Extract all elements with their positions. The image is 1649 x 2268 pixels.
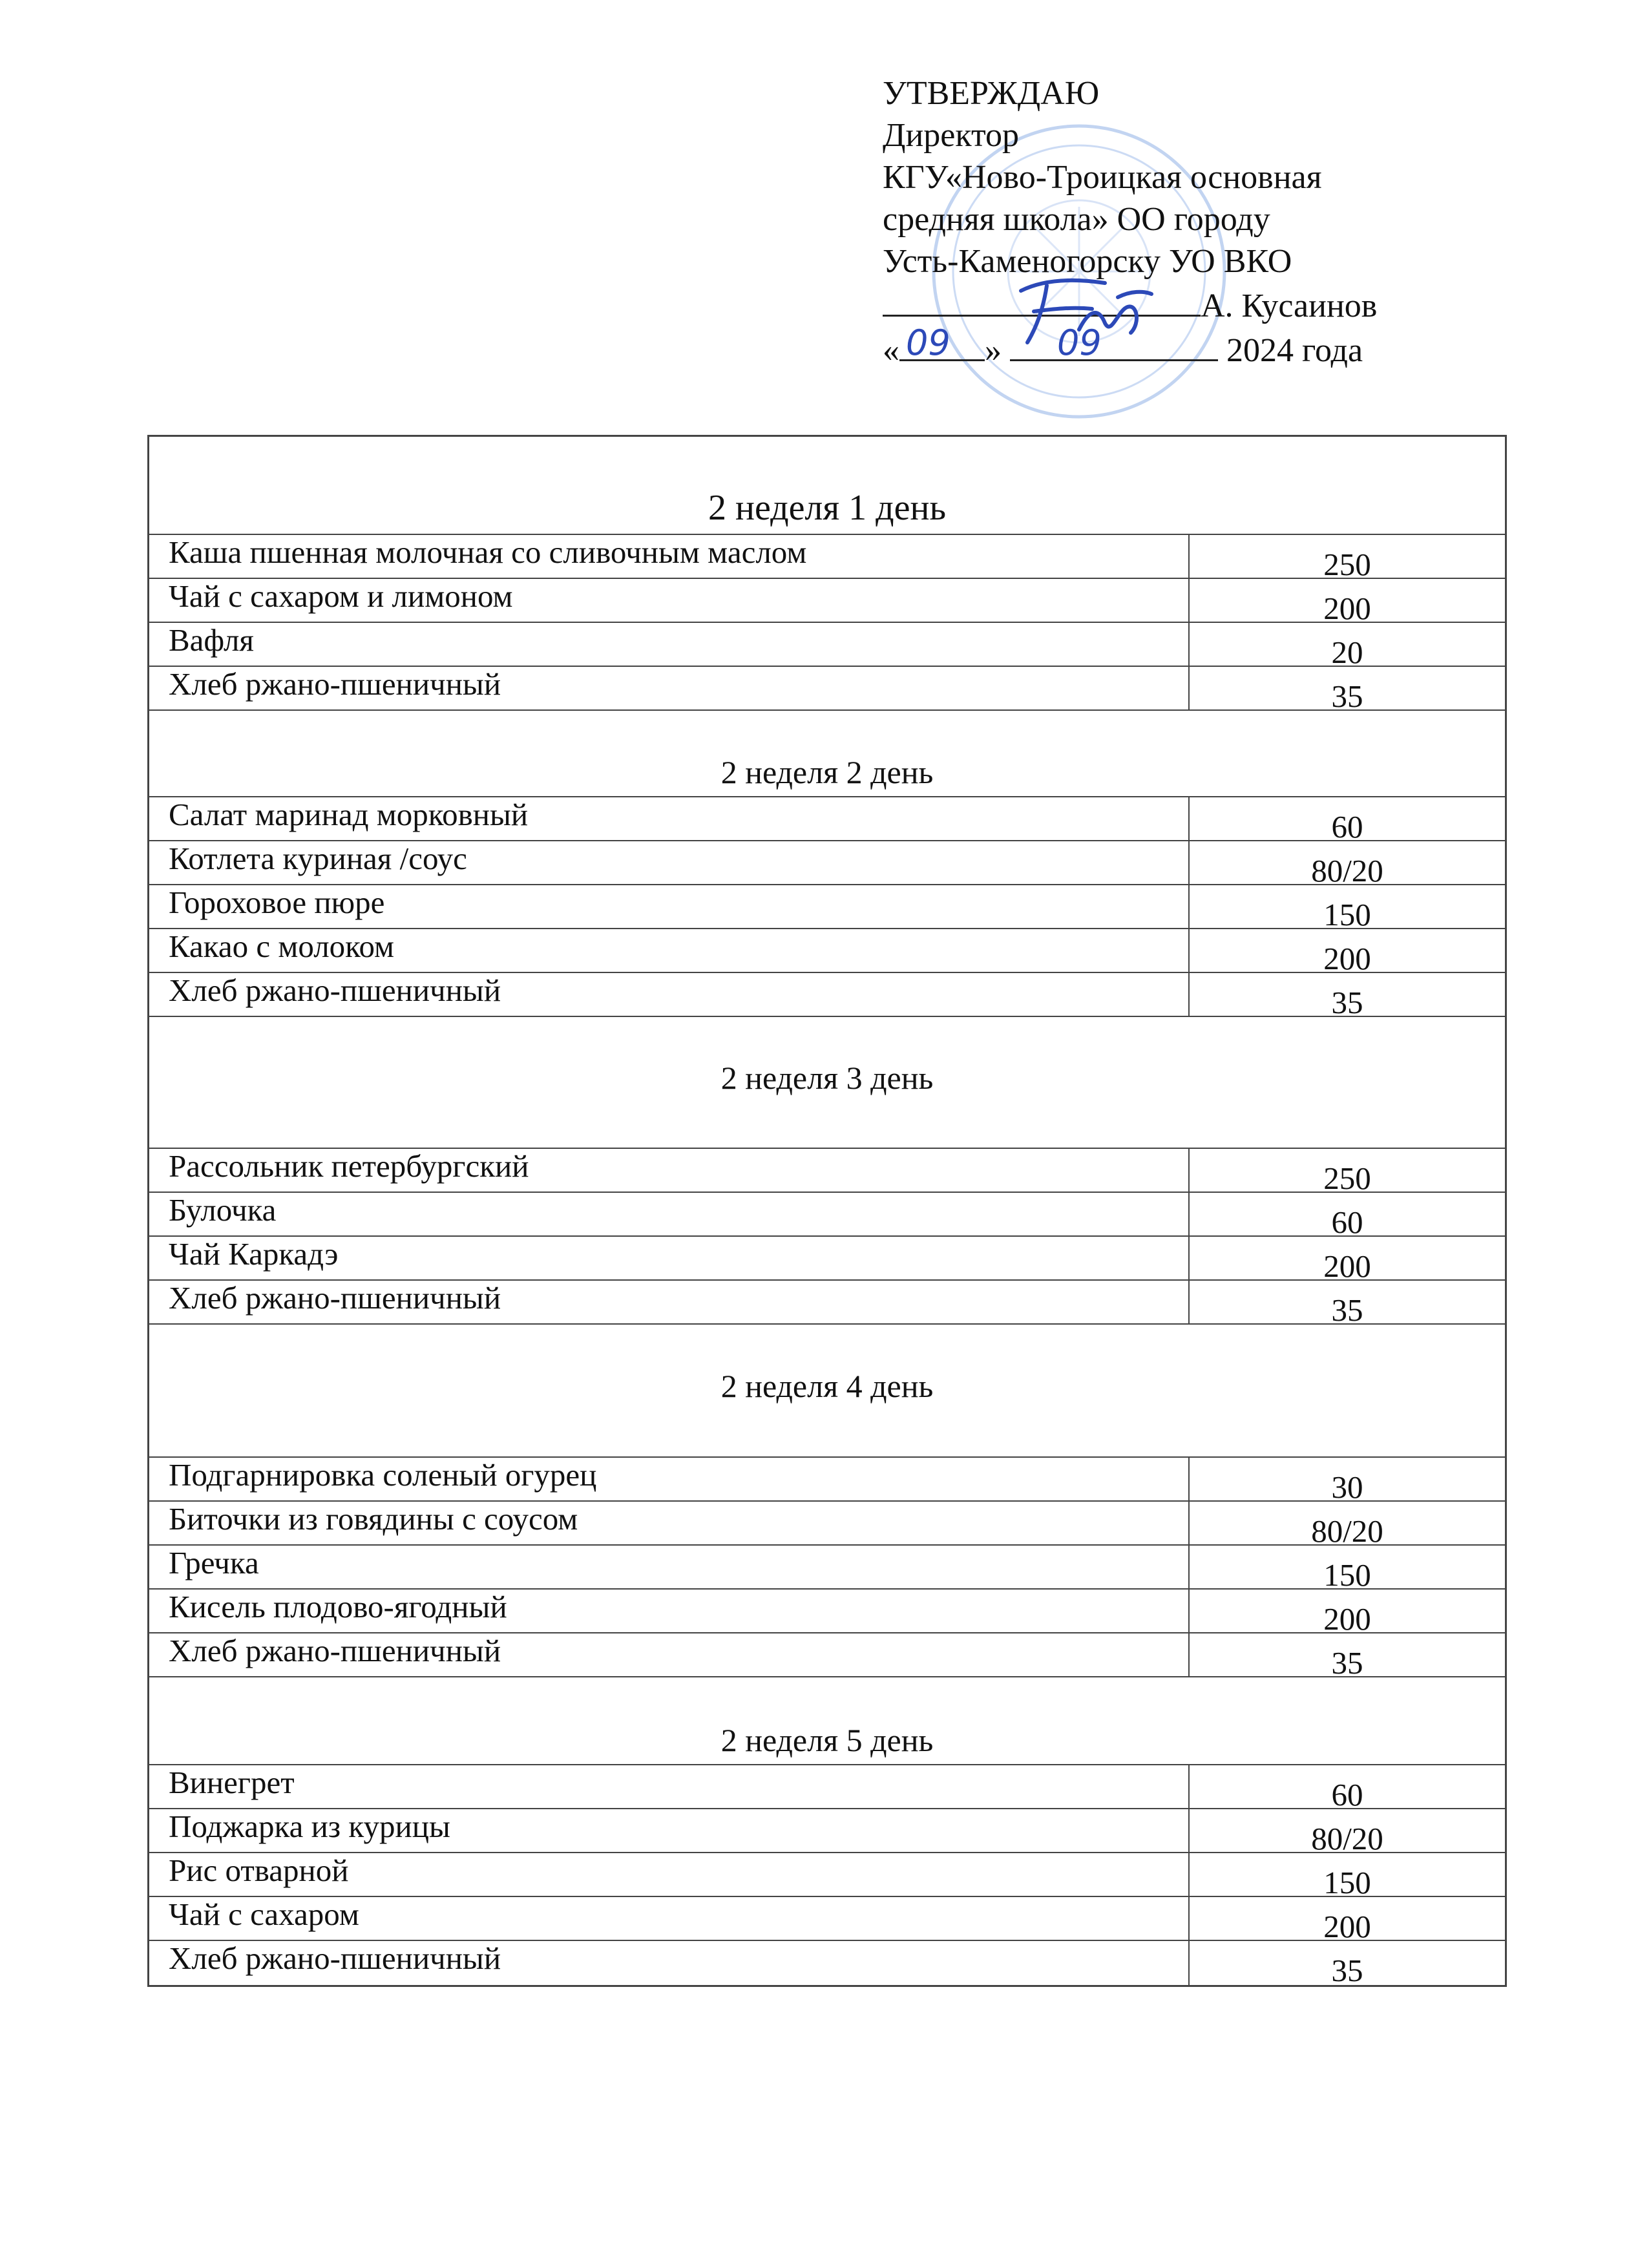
dish-name: Булочка bbox=[149, 1193, 1190, 1235]
date-month-handwritten: 09 bbox=[1057, 322, 1102, 363]
table-row bbox=[149, 1546, 1505, 1593]
table-row bbox=[149, 797, 1505, 845]
table-row bbox=[149, 841, 1505, 888]
dish-quantity: 80/20 bbox=[1311, 1821, 1383, 1856]
table-row bbox=[149, 885, 1505, 932]
dish-quantity: 250 bbox=[1323, 547, 1371, 582]
dish-name: Котлета куриная /соус bbox=[149, 841, 1190, 884]
dish-quantity: 200 bbox=[1323, 1248, 1371, 1284]
dish-name: Хлеб ржано-пшеничный bbox=[149, 667, 1190, 709]
table-row bbox=[149, 1237, 1505, 1284]
date-month-line bbox=[1010, 327, 1218, 361]
approval-org-line-2: средняя школа» ОО городу bbox=[883, 201, 1270, 238]
dish-quantity: 35 bbox=[1331, 985, 1363, 1020]
dish-name: Поджарка из курицы bbox=[149, 1809, 1190, 1852]
approval-block bbox=[883, 72, 1529, 372]
date-year: 2024 года bbox=[1226, 332, 1363, 369]
day-header: 2 неделя 2 день bbox=[149, 711, 1505, 797]
table-row bbox=[149, 1193, 1505, 1240]
dish-name: Кисель плодово-ягодный bbox=[149, 1590, 1190, 1632]
dish-name: Хлеб ржано-пшеничный bbox=[149, 1281, 1190, 1323]
dish-quantity: 30 bbox=[1331, 1469, 1363, 1505]
dish-quantity: 250 bbox=[1323, 1160, 1371, 1196]
dish-name: Гречка bbox=[149, 1546, 1190, 1588]
dish-name: Вафля bbox=[149, 623, 1190, 666]
dish-quantity: 200 bbox=[1323, 591, 1371, 626]
dish-name: Салат маринад морковный bbox=[149, 797, 1190, 840]
menu-table bbox=[147, 435, 1507, 1987]
dish-quantity: 60 bbox=[1331, 809, 1363, 845]
table-row bbox=[149, 535, 1505, 582]
approval-org-line-3: Усть-Каменогорску УО ВКО bbox=[883, 243, 1292, 280]
dish-name: Рассольник петербургский bbox=[149, 1149, 1190, 1192]
dish-quantity: 150 bbox=[1323, 1557, 1371, 1593]
table-row bbox=[149, 929, 1505, 976]
dish-quantity: 20 bbox=[1331, 635, 1363, 670]
dish-name: Биточки из говядины с соусом bbox=[149, 1502, 1190, 1544]
dish-quantity: 80/20 bbox=[1311, 853, 1383, 888]
dish-name: Рис отварной bbox=[149, 1853, 1190, 1896]
dish-quantity: 200 bbox=[1323, 941, 1371, 976]
table-row bbox=[149, 973, 1505, 1020]
dish-name: Чай Каркадэ bbox=[149, 1237, 1190, 1279]
day-header: 2 неделя 4 день bbox=[149, 1325, 1505, 1458]
dish-name: Подгарнировка соленый огурец bbox=[149, 1458, 1190, 1500]
day-header: 2 неделя 5 день bbox=[149, 1677, 1505, 1765]
table-row bbox=[149, 1502, 1505, 1549]
table-row bbox=[149, 579, 1505, 626]
table-row bbox=[149, 667, 1505, 714]
date-day-handwritten: 09 bbox=[906, 322, 951, 363]
table-row bbox=[149, 623, 1505, 670]
dish-name: Чай с сахаром и лимоном bbox=[149, 579, 1190, 622]
table-row bbox=[149, 1149, 1505, 1196]
dish-name: Каша пшенная молочная со сливочным маслом bbox=[149, 535, 1190, 578]
dish-quantity: 60 bbox=[1331, 1777, 1363, 1812]
table-row bbox=[149, 1941, 1505, 1988]
table-row bbox=[149, 1809, 1505, 1856]
approval-title: УТВЕРЖДАЮ bbox=[883, 75, 1100, 112]
signature-line bbox=[883, 282, 1201, 317]
dish-quantity: 35 bbox=[1331, 1292, 1363, 1328]
table-row bbox=[149, 1633, 1505, 1681]
date-open-quote: « bbox=[883, 332, 899, 369]
dish-name: Хлеб ржано-пшеничный bbox=[149, 1941, 1190, 1985]
dish-name: Хлеб ржано-пшеничный bbox=[149, 973, 1190, 1016]
day-header: 2 неделя 1 день bbox=[149, 437, 1505, 535]
table-row bbox=[149, 1590, 1505, 1637]
signature-line-row bbox=[883, 282, 1529, 327]
dish-quantity: 35 bbox=[1331, 1953, 1363, 1988]
table-row bbox=[149, 1458, 1505, 1505]
dish-quantity: 35 bbox=[1331, 1645, 1363, 1681]
dish-quantity: 200 bbox=[1323, 1909, 1371, 1944]
table-row bbox=[149, 1765, 1505, 1812]
dish-quantity: 150 bbox=[1323, 1865, 1371, 1900]
dish-name: Винегрет bbox=[149, 1765, 1190, 1808]
day-header: 2 неделя 3 день bbox=[149, 1017, 1505, 1149]
dish-quantity: 35 bbox=[1331, 678, 1363, 714]
table-row bbox=[149, 1281, 1505, 1328]
table-row bbox=[149, 1853, 1505, 1900]
dish-quantity: 60 bbox=[1331, 1204, 1363, 1240]
table-row bbox=[149, 1897, 1505, 1944]
dish-name: Хлеб ржано-пшеничный bbox=[149, 1633, 1190, 1676]
dish-quantity: 150 bbox=[1323, 897, 1371, 932]
dish-name: Чай с сахаром bbox=[149, 1897, 1190, 1940]
dish-quantity: 80/20 bbox=[1311, 1513, 1383, 1549]
approval-position: Директор bbox=[883, 117, 1019, 154]
approval-signer: А. Кусаинов bbox=[1201, 288, 1378, 324]
date-close-quote: » bbox=[985, 332, 1002, 369]
approval-date-row bbox=[883, 322, 1529, 372]
approval-org-line-1: КГУ«Ново-Троицкая основная bbox=[883, 159, 1322, 196]
dish-name: Какао с молоком bbox=[149, 929, 1190, 972]
dish-name: Гороховое пюре bbox=[149, 885, 1190, 928]
dish-quantity: 200 bbox=[1323, 1601, 1371, 1637]
